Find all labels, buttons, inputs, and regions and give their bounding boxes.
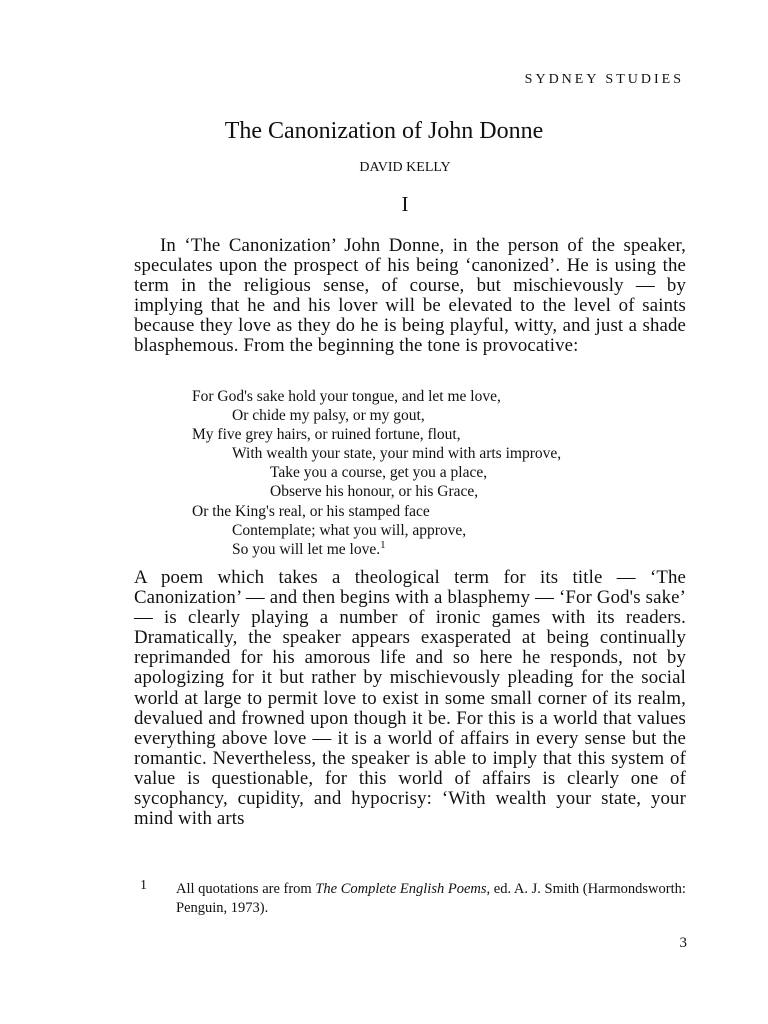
verse-line-last [192,540,561,559]
body-paragraph-1: In ‘The Canonization’ John Donne, in the person of the speaker, speculates upon the prospect of his being ‘canonized’. He is using the term in the religious sense, of course, but mischievously — by implying that he and his lover will be elevated to the level of saints because they love as they do he is being playful, witty, and just a shade blasphemous. From the beginning the tone is provocative: [134,235,686,357]
verse-line: Or the King's real, or his stamped face [192,502,430,520]
article-title: The Canonization of John Donne [224,118,544,144]
section-numeral: I [401,192,409,216]
running-head: SYDNEY STUDIES [524,72,684,87]
verse-line: Observe his honour, or his Grace, [270,483,479,501]
verse-line: My five grey hairs, or ruined fortune, flout, [192,426,461,444]
verse-quotation [192,387,561,559]
footnote-book-title: The Complete English Poems [315,881,487,897]
footnote [140,880,688,917]
body-paragraph-2: A poem which takes a theological term for its title — ‘The Canonization’ — and then begins with a blasphemy — ‘For God's sake’ — is clearly playing a number of ironic games with its readers. Dramatically, the speaker appears exasperated at being continually reprimanded for his amorous life and so here he responds, not by apologizing for it but rather by mischievously pleading for the social world at large to permit love to exist in some small corner of its realm, devalued and frowned upon though it be. For this is a world that values everything above love — it is a world of affairs in every sense but the romantic. Nevertheless, the speaker is able to imply that this system of value is questionable, for this world of affairs is clearly one of sycophancy, cupidity, and hypocrisy: ‘With wealth your state, your mind with arts [134,567,686,830]
verse-line: Take you a course, get you a place, [270,464,488,482]
verse-line: For God's sake hold your tongue, and let me love, [192,388,501,405]
footnote-text-after: , ed. A. J. Smith (Harmondsworth: Penguin, 1973). [176,881,686,916]
page-number: 3 [679,935,687,951]
verse-line: Or chide my palsy, or my gout, [232,407,425,425]
footnote-text-before: All quotations are from [176,881,316,897]
footnote-text [176,880,688,917]
article-author: DAVID KELLY [359,160,451,175]
verse-line: Contemplate; what you will, approve, [232,521,467,539]
footnote-marker: 1 [140,878,147,893]
verse-line: With wealth your state, your mind with arts improve, [232,445,562,463]
footnote-reference: 1 [380,538,386,551]
verse-line-text: So you will let me love. [232,540,381,558]
